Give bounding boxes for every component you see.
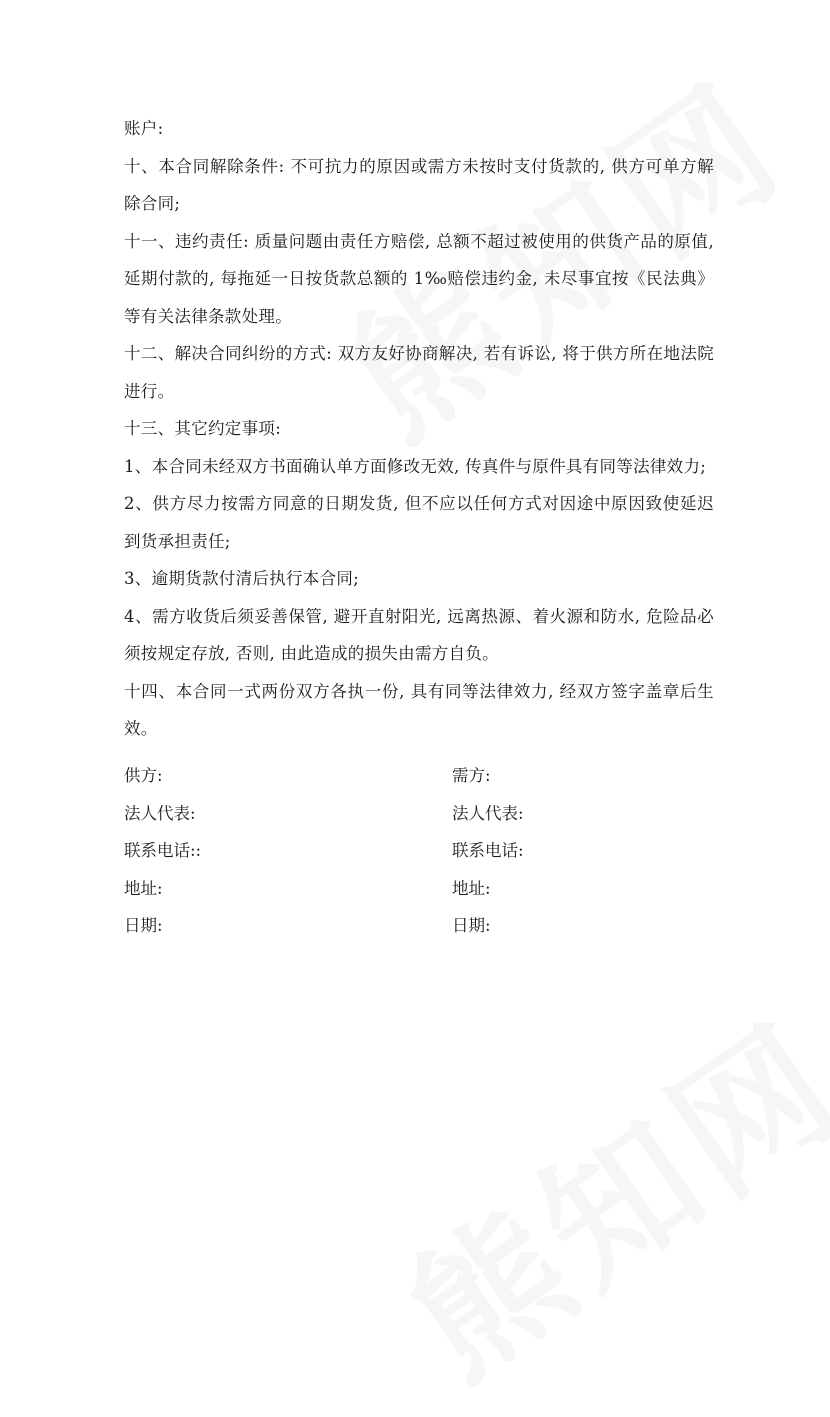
buyer-phone-label: 联系电话: xyxy=(452,841,524,860)
clause-13-heading: 十三、其它约定事项: xyxy=(124,419,282,438)
clause-13-item-3: 3、逾期货款付清后执行本合同; xyxy=(124,569,360,588)
clause-10-termination: 十、本合同解除条件: 不可抗力的原因或需方未按时支付货款的, 供方可单方解除合同; xyxy=(124,156,714,213)
supplier-date-label: 日期: xyxy=(124,916,163,935)
clause-14-copies: 十四、本合同一式两份双方各执一份, 具有同等法律效力, 经双方签字盖章后生效。 xyxy=(124,681,714,738)
supplier-address-label: 地址: xyxy=(124,878,163,898)
buyer-label: 需方: xyxy=(452,766,491,785)
buyer-signature-block xyxy=(452,757,524,945)
watermark-bottom xyxy=(360,965,830,1417)
supplier-label: 供方: xyxy=(124,766,163,785)
buyer-legal-rep-label: 法人代表: xyxy=(452,803,524,823)
supplier-signature-block xyxy=(124,757,201,945)
clause-13-item-4: 4、需方收货后须妥善保管, 避开直射阳光, 远离热源、着火源和防水, 危险品必须按规定存放, 否则, 由此造成的损失由需方自负。 xyxy=(124,606,714,663)
buyer-address-label: 地址: xyxy=(452,878,491,898)
supplier-legal-rep-label: 法人代表: xyxy=(124,803,196,823)
supplier-phone-label: 联系电话:: xyxy=(124,841,202,860)
clause-11-liability: 十一、违约责任: 质量问题由责任方赔偿, 总额不超过被使用的供货产品的原值, 延期付款的, 每拖延一日按货款总额的 1‰赔偿违约金, 未尽事宜按《民法典》等有关法律条款处理。 xyxy=(124,231,714,326)
clause-13-item-2: 2、供方尽力按需方同意的日期发货, 但不应以任何方式对因途中原因致使延迟到货承担责任; xyxy=(124,494,714,551)
clause-13-item-1: 1、本合同未经双方书面确认单方面修改无效, 传真件与原件具有同等法律效力; xyxy=(124,456,707,476)
clause-12-disputes: 十二、解决合同纠纷的方式: 双方友好协商解决, 若有诉讼, 将于供方所在地法院进行。 xyxy=(124,344,714,401)
account-line: 账户: xyxy=(124,119,164,138)
buyer-date-label: 日期: xyxy=(452,916,491,935)
contract-body xyxy=(124,110,714,748)
